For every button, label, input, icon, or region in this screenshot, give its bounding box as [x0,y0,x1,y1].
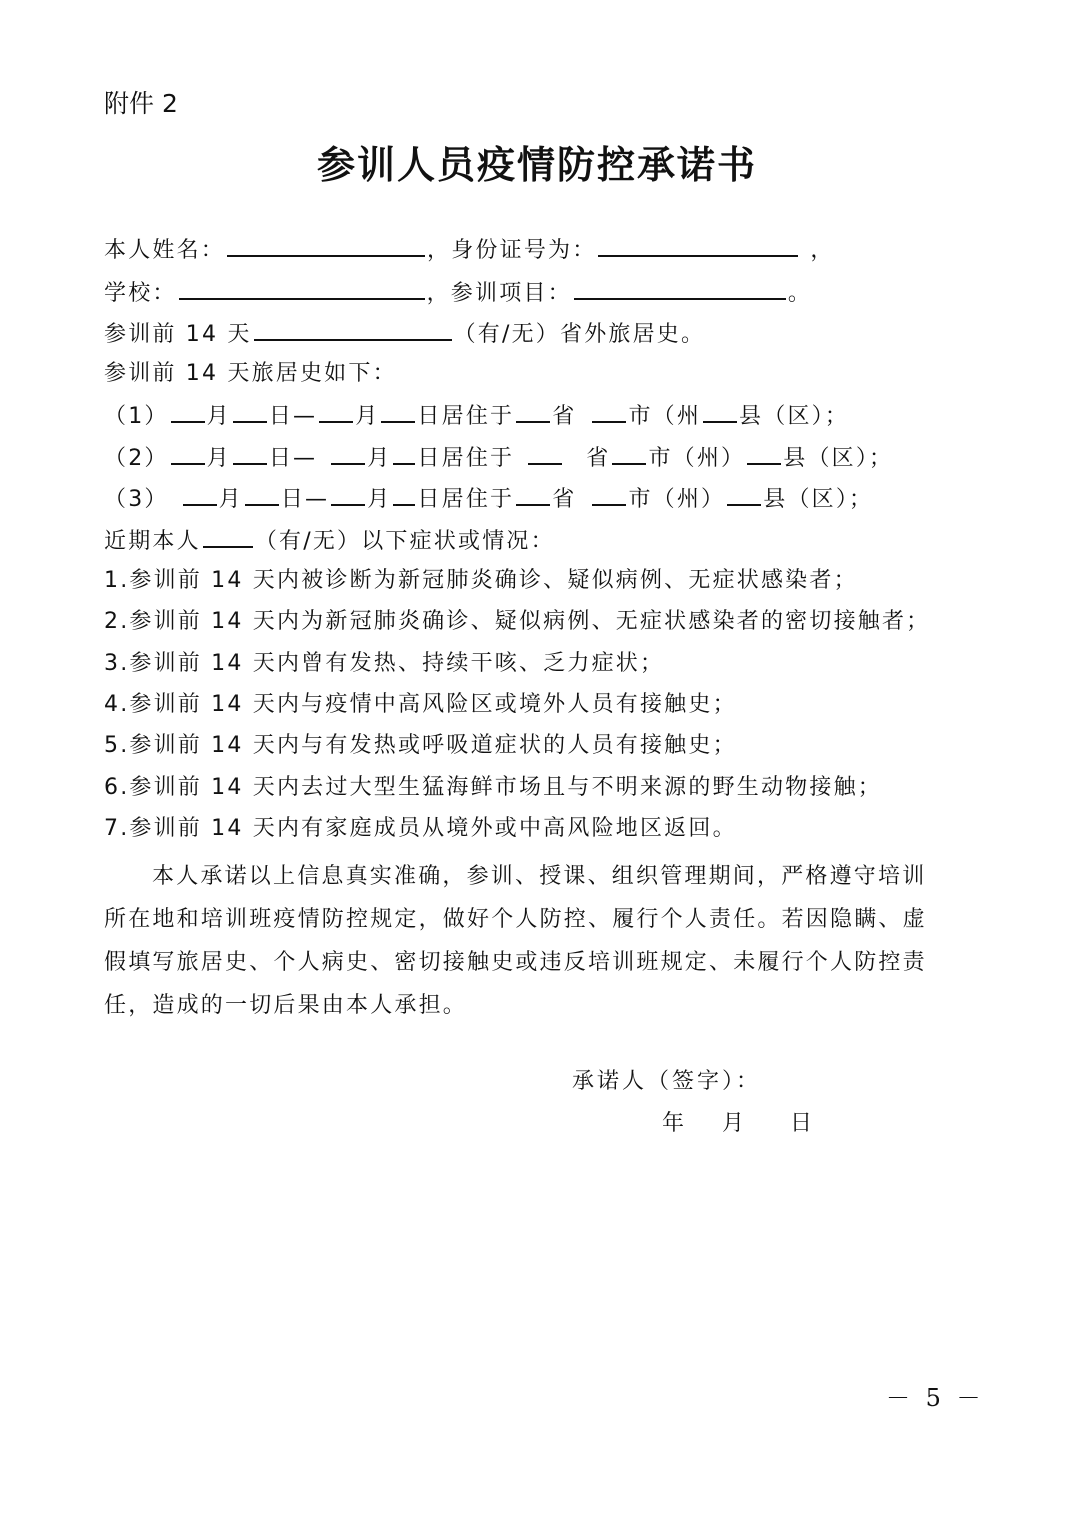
symptom-item: 7.参训前 14 天内有家庭成员从境外或中高风险地区返回。 [104,816,737,841]
symptom-item: 2.参训前 14 天内为新冠肺炎确诊、疑似病例、无症状感染者的密切接触者； [104,609,931,634]
city-field[interactable] [612,441,646,465]
date-month: 月 [722,1111,745,1136]
reside-text: 日居住于 [417,446,515,471]
province-text: 省 [586,446,611,471]
month-field[interactable] [183,482,217,506]
commitment-paragraph: 本人承诺以上信息真实准确，参训、授课、组织管理期间，严格遵守培训所在地和培训班疫情防控规定，做好个人防控、履行个人责任。若因隐瞒、虚假填写旅居史、个人病史、密切接触史或违反培训班规定、未履行个人防控责任，造成的一切后果由本人承担。 [104,864,927,1018]
county-text: 县（区）； [783,446,894,471]
travel-post: （有/无）省外旅居史。 [453,322,706,347]
county-field[interactable] [747,441,781,465]
county-text: 县（区）； [763,487,874,512]
symptom-item: 4.参训前 14 天内与疫情中高风险区或境外人员有接触史； [104,692,737,717]
county-field[interactable] [703,399,737,423]
name-id-line [104,233,835,266]
symptoms-pre: 近期本人 [104,529,201,554]
month-field[interactable] [171,399,205,423]
month-field[interactable] [319,399,353,423]
day-text: 日— [280,487,330,512]
month-text: 月 [367,487,392,512]
itinerary-row-3 [104,482,873,515]
province-text: 省 [552,487,577,512]
day-field[interactable] [233,441,267,465]
attachment-label: 附件 2 [104,89,178,118]
project-field[interactable] [574,276,786,300]
month-text: 月 [355,404,380,429]
city-text: 市（州） [648,446,746,471]
reside-text: 日居住于 [417,404,515,429]
history-label: 参训前 14 天旅居史如下： [104,361,397,386]
month-text: 月 [367,446,392,471]
day-field[interactable] [393,482,415,506]
travel-history-field[interactable] [254,317,452,341]
county-text: 县（区）； [739,404,850,429]
county-field[interactable] [727,482,761,506]
day-field[interactable] [393,441,415,465]
month-field[interactable] [171,441,205,465]
city-text: 市（州） [628,487,726,512]
id-end: ， [810,238,835,263]
date-year: 年 [662,1111,685,1136]
reside-text: 日居住于 [417,487,515,512]
school-label: 学校： [104,281,177,306]
city-field[interactable] [592,399,626,423]
project-label: ，参训项目： [426,281,572,306]
day-field[interactable] [233,399,267,423]
row-number: （3） [104,487,169,512]
province-field[interactable] [528,441,562,465]
month-field[interactable] [331,441,365,465]
travel-pre: 参训前 14 天 [104,322,252,347]
day-text: 日— [268,404,318,429]
day-text: 日— [268,446,318,471]
month-text: 月 [206,404,231,429]
row-number: （1） [104,404,169,429]
month-text: 月 [206,446,231,471]
symptom-item: 5.参训前 14 天内与有发热或呼吸道症状的人员有接触史； [104,733,737,758]
symptom-item: 6.参训前 14 天内去过大型生猛海鲜市场且与不明来源的野生动物接触； [104,775,882,800]
travel-history-line [104,317,705,350]
itinerary-row-2 [104,441,893,474]
province-field[interactable] [516,482,550,506]
province-text: 省 [552,404,577,429]
day-field[interactable] [381,399,415,423]
name-field[interactable] [227,233,425,257]
symptom-item: 3.参训前 14 天内曾有发热、持续干咳、乏力症状； [104,651,665,676]
row-number: （2） [104,446,169,471]
symptoms-field[interactable] [203,524,253,548]
project-end: 。 [787,281,813,306]
id-label: ，身份证号为： [427,238,597,263]
id-number-field[interactable] [598,233,798,257]
day-field[interactable] [245,482,279,506]
month-text: 月 [218,487,243,512]
date-day: 日 [790,1111,813,1136]
school-project-line [104,276,812,309]
city-field[interactable] [592,482,626,506]
symptom-item: 1.参训前 14 天内被诊断为新冠肺炎确诊、疑似病例、无症状感染者； [104,568,858,593]
page-number: － 5 － [886,1384,985,1412]
name-label: 本人姓名： [104,238,226,263]
province-field[interactable] [516,399,550,423]
symptoms-line [104,524,555,557]
school-field[interactable] [179,276,425,300]
month-field[interactable] [331,482,365,506]
document-title: 参训人员疫情防控承诺书 [316,142,757,187]
city-text: 市（州 [628,404,702,429]
itinerary-row-1 [104,399,849,432]
signature-label: 承诺人（签字）： [572,1069,762,1094]
symptoms-post: （有/无）以下症状或情况： [254,529,555,554]
